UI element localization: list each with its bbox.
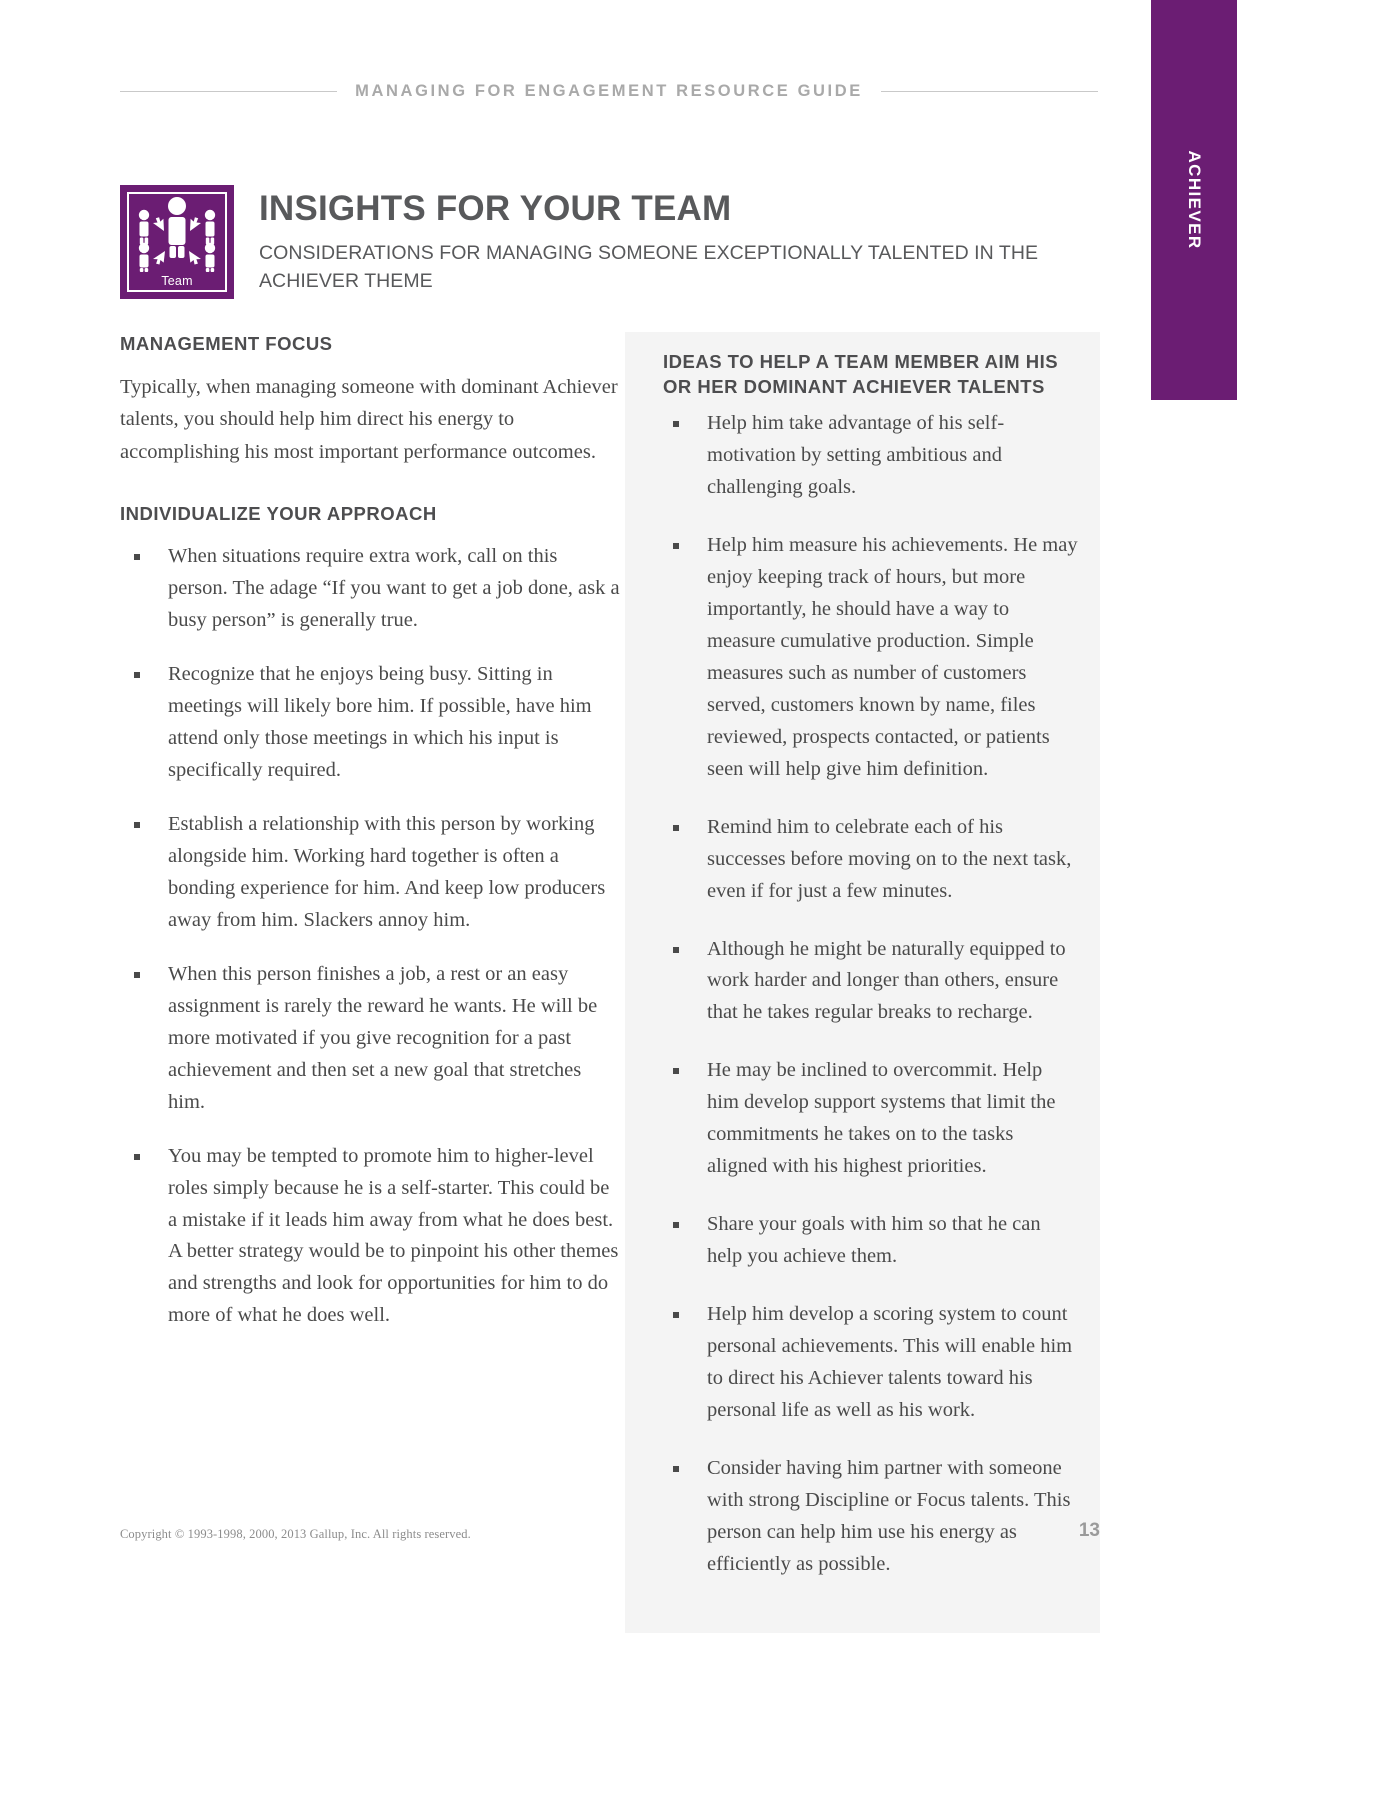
right-column-panel xyxy=(625,332,1100,1633)
list-item-text: Share your goals with him so that he can help you achieve them. xyxy=(707,1213,1041,1268)
list-item-text: Remind him to celebrate each of his successes before moving on to the next task, even if for just a few minutes. xyxy=(707,815,1072,902)
bullet-square-icon xyxy=(673,543,679,549)
team-icon-caption: Team xyxy=(161,274,193,288)
list-item xyxy=(645,1055,1078,1183)
list-item xyxy=(645,408,1078,504)
bullet-square-icon xyxy=(134,554,140,560)
management-focus-heading: MANAGEMENT FOCUS xyxy=(120,333,333,354)
list-item xyxy=(120,1141,620,1333)
list-item-text: Although he might be naturally equipped to work harder and longer than others, ensure that he takes regular breaks to recharge. xyxy=(707,937,1066,1024)
copyright-text: Copyright © 1993-1998, 2000, 2013 Gallup, Inc. All rights reserved. xyxy=(120,1527,471,1541)
list-item-text: You may be tempted to promote him to higher-level roles simply because he is a self-starter. This could be a mistake if it leads him away from what he does best. A better strategy would be to pinpoint his other themes and strengths and look for opportunities for him to do more of what he does well. xyxy=(168,1144,619,1327)
individualize-approach-list xyxy=(120,541,620,1332)
bullet-square-icon xyxy=(134,822,140,828)
running-head-rule-right xyxy=(881,91,1098,92)
bullet-square-icon xyxy=(673,1312,679,1318)
list-item xyxy=(645,1209,1078,1273)
title-text-group xyxy=(234,185,1100,295)
bullet-square-icon xyxy=(673,1466,679,1472)
page-number: 13 xyxy=(1078,1520,1100,1541)
list-item xyxy=(120,541,620,637)
list-item-text: Help him measure his achievements. He may enjoy keeping track of hours, but more importantly, he should have a way to measure cumulative production. Simple measures such as number of customers served, customers known by name, files reviewed, prospects contacted, or patients seen will help give him definition. xyxy=(707,533,1078,780)
list-item xyxy=(120,959,620,1119)
bullet-square-icon xyxy=(673,421,679,427)
ideas-list xyxy=(645,408,1078,1581)
list-item-text: Establish a relationship with this person by working alongside him. Working hard together is often a bonding experience for him. And keep low producers away from him. Slackers annoy him. xyxy=(168,812,606,931)
page-subtitle: CONSIDERATIONS FOR MANAGING SOMEONE EXCEPTIONALLY TALENTED IN THE ACHIEVER THEME xyxy=(259,241,1039,293)
list-item xyxy=(645,934,1078,1030)
list-item xyxy=(645,812,1078,908)
bullet-square-icon xyxy=(673,947,679,953)
bullet-square-icon xyxy=(673,825,679,831)
list-item-text: When this person finishes a job, a rest or an easy assignment is rarely the reward he wants. He will be more motivated if you give recognition for a past achievement and then set a new goal that stretches him. xyxy=(168,962,598,1113)
team-icon xyxy=(120,185,234,299)
list-item-text: Help him develop a scoring system to count personal achievements. This will enable him to direct his Achiever talents toward his personal life as well as his work. xyxy=(707,1303,1073,1422)
running-head-text: MANAGING FOR ENGAGEMENT RESOURCE GUIDE xyxy=(355,82,863,100)
running-head xyxy=(120,82,1098,101)
ideas-heading: IDEAS TO HELP A TEAM MEMBER AIM HIS OR HER DOMINANT ACHIEVER TALENTS xyxy=(663,351,1059,397)
theme-tab-achiever xyxy=(1151,0,1237,400)
list-item-text: Help him take advantage of his self-motivation by setting ambitious and challenging goals. xyxy=(707,411,1005,498)
theme-tab-label: ACHIEVER xyxy=(1185,150,1204,250)
list-item-text: When situations require extra work, call on this person. The adage “If you want to get a job done, ask a busy person” is generally true. xyxy=(168,545,620,631)
list-item-text: He may be inclined to overcommit. Help him develop support systems that limit the commitments he takes on to the tasks aligned with his highest priorities. xyxy=(707,1059,1056,1178)
list-item-text: Recognize that he enjoys being busy. Sitting in meetings will likely bore him. If possible, have him attend only those meetings in which his input is specifically required. xyxy=(168,662,592,781)
page-title: INSIGHTS FOR YOUR TEAM xyxy=(259,189,732,228)
list-item xyxy=(120,659,620,787)
list-item xyxy=(645,1453,1078,1581)
list-item xyxy=(645,1299,1078,1427)
bullet-square-icon xyxy=(673,1068,679,1074)
bullet-square-icon xyxy=(134,672,140,678)
page-footer xyxy=(120,1520,1100,1542)
management-focus-paragraph: Typically, when managing someone with dominant Achiever talents, you should help him direct his energy to accomplishing his most important performance outcomes. xyxy=(120,375,618,463)
individualize-approach-heading: INDIVIDUALIZE YOUR APPROACH xyxy=(120,503,437,525)
list-item-text: Consider having him partner with someone with strong Discipline or Focus talents. This person can help him use his energy as efficiently as possible. xyxy=(707,1457,1071,1575)
list-item xyxy=(645,530,1078,786)
bullet-square-icon xyxy=(134,972,140,978)
list-item xyxy=(120,809,620,937)
title-block xyxy=(120,185,1100,299)
running-head-rule-left xyxy=(120,91,337,92)
bullet-square-icon xyxy=(673,1222,679,1228)
bullet-square-icon xyxy=(134,1154,140,1160)
left-column xyxy=(120,332,620,1332)
